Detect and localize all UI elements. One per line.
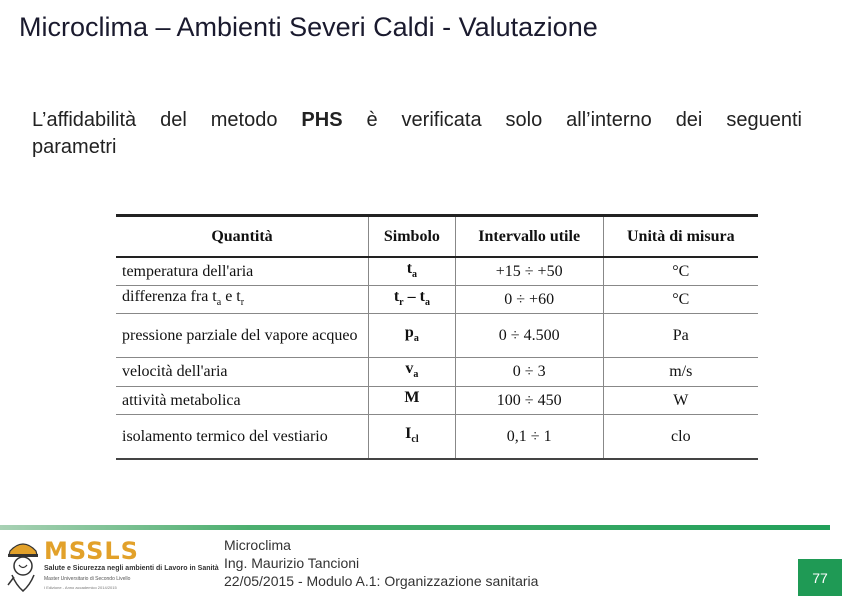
cell-quantity: attività metabolica xyxy=(116,386,369,414)
cell-unit: W xyxy=(603,386,758,414)
parameters-table-image xyxy=(116,214,758,444)
cell-range: 0 ÷ 4.500 xyxy=(455,314,603,358)
intro-word: dei xyxy=(675,109,703,131)
intro-word: verificata xyxy=(401,109,482,131)
intro-word: del xyxy=(160,109,187,131)
cell-quantity: temperatura dell'aria xyxy=(116,257,369,286)
cell-unit: °C xyxy=(603,286,758,314)
table-row xyxy=(116,257,758,286)
header-simbolo: Simbolo xyxy=(369,216,456,258)
cell-quantity: velocità dell'aria xyxy=(116,358,369,386)
cell-quantity: differenza fra $t_a$ e $t_r$ xyxy=(116,286,369,314)
cell-range: 0 ÷ 3 xyxy=(455,358,603,386)
intro-word: metodo xyxy=(210,109,278,131)
cell-symbol: $I_{cl}$ xyxy=(369,414,456,459)
intro-word: seguenti xyxy=(726,109,802,131)
cell-symbol: $t_a$ xyxy=(369,257,456,286)
cell-range: +15 ÷ +50 xyxy=(455,257,603,286)
intro-line-2: parametri xyxy=(32,136,117,158)
logo-subtitle-3: I Edizione - Anno accademico 2014/2015 xyxy=(44,585,117,590)
header-unita: Unità di misura xyxy=(603,216,758,258)
table-row xyxy=(116,414,758,459)
parameters-table xyxy=(116,214,758,460)
intro-word-phs: PHS xyxy=(301,109,343,131)
footer-line-1: Microclima xyxy=(224,537,291,553)
logo-name: MSSLS xyxy=(44,537,139,565)
cell-quantity: isolamento termico del vestiario xyxy=(116,414,369,459)
slide-title: Microclima – Ambienti Severi Caldi - Valutazione xyxy=(19,12,598,42)
footer-line-2: Ing. Maurizio Tancioni xyxy=(224,555,360,571)
footer-line-3: 22/05/2015 - Modulo A.1: Organizzazione sanitaria xyxy=(224,573,539,589)
hardhat-worker-logo-icon xyxy=(6,535,40,593)
header-quantita: Quantità xyxy=(116,216,369,258)
intro-word: solo xyxy=(505,109,543,131)
cell-unit: clo xyxy=(603,414,758,459)
intro-word: è xyxy=(366,109,378,131)
logo-subtitle: Salute e Sicurezza negli ambienti di Lavoro in Sanità xyxy=(44,565,219,572)
footer-divider xyxy=(0,525,830,530)
intro-word: all’interno xyxy=(566,109,652,131)
cell-symbol: M xyxy=(369,386,456,414)
cell-unit: Pa xyxy=(603,314,758,358)
intro-line-1 xyxy=(32,107,802,134)
table-row xyxy=(116,314,758,358)
header-intervallo: Intervallo utile xyxy=(455,216,603,258)
intro-text xyxy=(32,107,802,161)
cell-symbol: $t_r - t_a$ xyxy=(369,286,456,314)
cell-quantity: pressione parziale del vapore acqueo xyxy=(116,314,369,358)
mssls-logo xyxy=(6,535,219,593)
page-number: 77 xyxy=(798,559,842,596)
cell-range: 100 ÷ 450 xyxy=(455,386,603,414)
cell-range: 0 ÷ +60 xyxy=(455,286,603,314)
table-row xyxy=(116,386,758,414)
cell-symbol: $p_a$ xyxy=(369,314,456,358)
cell-range: 0,1 ÷ 1 xyxy=(455,414,603,459)
cell-unit: °C xyxy=(603,257,758,286)
intro-word: L’affidabilità xyxy=(32,109,137,131)
table-row xyxy=(116,358,758,386)
logo-subtitle-2: Master Universitario di Secondo Livello xyxy=(44,576,131,582)
cell-symbol: $v_a$ xyxy=(369,358,456,386)
footer-text xyxy=(224,536,538,590)
cell-unit: m/s xyxy=(603,358,758,386)
table-row xyxy=(116,286,758,314)
